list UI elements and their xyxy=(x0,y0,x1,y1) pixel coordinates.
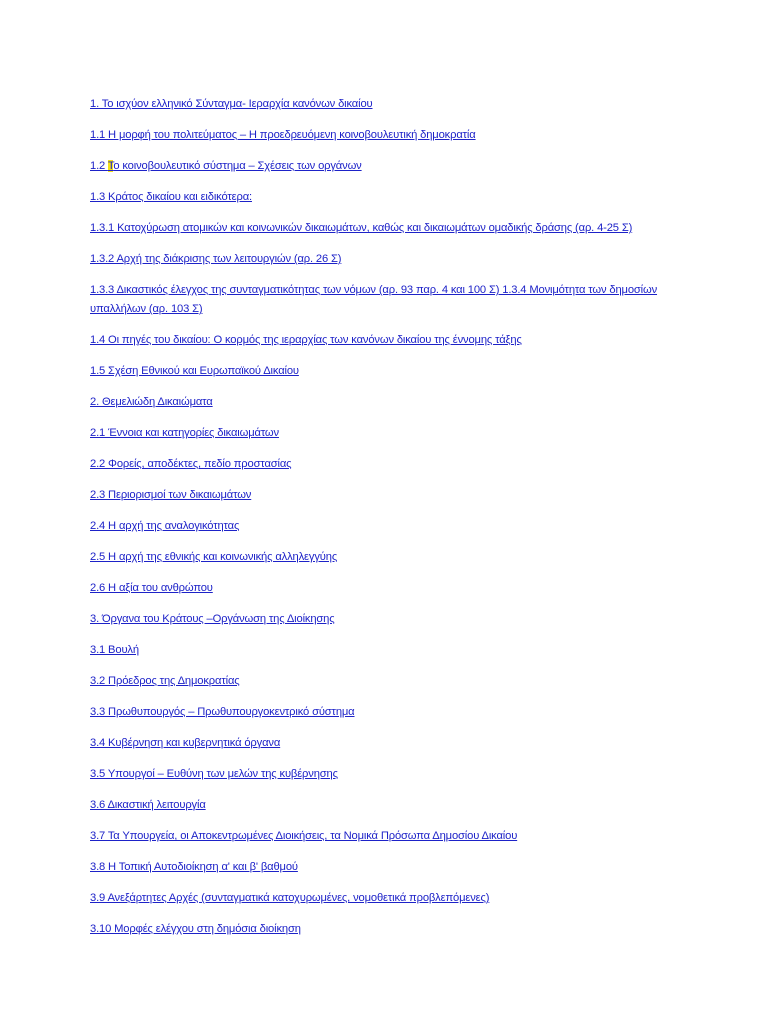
toc-link-3-1[interactable]: 3.1 Βουλή xyxy=(90,644,139,656)
toc-item-1-3 xyxy=(90,187,690,206)
toc-item-1-3-1 xyxy=(90,218,690,237)
toc-item-1-3-3 xyxy=(90,280,690,318)
toc-item-3-2 xyxy=(90,671,690,690)
toc-link-3-3[interactable]: 3.3 Πρωθυπουργός – Πρωθυπουργοκεντρικό σύστημα xyxy=(90,706,355,718)
toc-item-3-1 xyxy=(90,640,690,659)
toc-link-2-4[interactable]: 2.4 Η αρχή της αναλογικότητας xyxy=(90,520,240,532)
toc-item-2-2 xyxy=(90,454,690,473)
toc-link-3-8[interactable]: 3.8 Η Τοπική Αυτοδιοίκηση α' και β' βαθμού xyxy=(90,861,298,873)
toc-link-2-2[interactable]: 2.2 Φορείς, αποδέκτες, πεδίο προστασίας xyxy=(90,458,292,470)
toc-item-3-10 xyxy=(90,919,690,938)
toc-link-1-3[interactable]: 1.3 Κράτος δικαίου και ειδικότερα: xyxy=(90,191,252,203)
toc-link-3-7[interactable]: 3.7 Τα Υπουργεία, οι Αποκεντρωμένες Διοικήσεις, τα Νομικά Πρόσωπα Δημοσίου Δικαίου xyxy=(90,830,518,842)
toc-link-1-2-prefix: 1.2 xyxy=(90,160,108,172)
toc-item-2-6 xyxy=(90,578,690,597)
toc-item-1 xyxy=(90,94,690,113)
toc-item-2-5 xyxy=(90,547,690,566)
toc-item-3-9 xyxy=(90,888,690,907)
toc-item-1-1 xyxy=(90,125,690,144)
toc-link-1-2-rest: ο κοινοβουλευτικό σύστημα – Σχέσεις των οργάνων xyxy=(113,160,362,172)
highlighted-character: Τ xyxy=(107,160,114,172)
toc-link-2-3[interactable]: 2.3 Περιορισμοί των δικαιωμάτων xyxy=(90,489,252,501)
toc-link-1-3-1[interactable]: 1.3.1 Κατοχύρωση ατομικών και κοινωνικών δικαιωμάτων, καθώς και δικαιωμάτων ομαδικής δράσης (αρ. 4-25 Σ) xyxy=(90,222,633,234)
toc-item-3-7 xyxy=(90,826,690,845)
toc-link-3-2[interactable]: 3.2 Πρόεδρος της Δημοκρατίας xyxy=(90,675,240,687)
toc-item-1-5 xyxy=(90,361,690,380)
toc-link-2[interactable]: 2. Θεμελιώδη Δικαιώματα xyxy=(90,396,213,408)
toc-link-1-3-2[interactable]: 1.3.2 Αρχή της διάκρισης των λειτουργιών (αρ. 26 Σ) xyxy=(90,253,342,265)
toc-item-2 xyxy=(90,392,690,411)
toc-link-1-3-3[interactable]: 1.3.3 Δικαστικός έλεγχος της συνταγματικότητας των νόμων (αρ. 93 παρ. 4 και 100 Σ) 1.3.4 Μονιμότητα των δημοσίων υπαλλήλων (αρ. 103 Σ) xyxy=(90,284,658,315)
toc-link-1-5[interactable]: 1.5 Σχέση Εθνικού και Ευρωπαϊκού Δικαίου xyxy=(90,365,299,377)
toc-item-1-2 xyxy=(90,156,690,175)
toc-item-1-4 xyxy=(90,330,690,349)
toc-link-2-1[interactable]: 2.1 Έννοια και κατηγορίες δικαιωμάτων xyxy=(90,427,279,439)
toc-link-1[interactable]: 1. Το ισχύον ελληνικό Σύνταγμα- Ιεραρχία κανόνων δικαίου xyxy=(90,98,373,110)
toc-link-3-9[interactable]: 3.9 Ανεξάρτητες Αρχές (συνταγματικά κατοχυρωμένες, νομοθετικά προβλεπόμενες) xyxy=(90,892,490,904)
toc-link-2-6[interactable]: 2.6 Η αξία του ανθρώπου xyxy=(90,582,213,594)
toc-link-3[interactable]: 3. Όργανα του Κράτους –Οργάνωση της Διοίκησης xyxy=(90,613,335,625)
toc-item-3 xyxy=(90,609,690,628)
toc-link-3-4[interactable]: 3.4 Κυβέρνηση και κυβερνητικά όργανα xyxy=(90,737,281,749)
toc-item-2-3 xyxy=(90,485,690,504)
toc-item-3-3 xyxy=(90,702,690,721)
toc-link-1-1[interactable]: 1.1 Η μορφή του πολιτεύματος – Η προεδρευόμενη κοινοβουλευτική δημοκρατία xyxy=(90,129,476,141)
toc-item-2-4 xyxy=(90,516,690,535)
toc-item-3-8 xyxy=(90,857,690,876)
toc-link-1-2[interactable] xyxy=(90,160,362,172)
table-of-contents xyxy=(90,94,690,950)
toc-item-1-3-2 xyxy=(90,249,690,268)
toc-item-3-5 xyxy=(90,764,690,783)
toc-item-3-4 xyxy=(90,733,690,752)
toc-link-1-4[interactable]: 1.4 Οι πηγές του δικαίου: Ο κορμός της ιεραρχίας των κανόνων δικαίου της έννομης τάξης xyxy=(90,334,522,346)
toc-link-3-10[interactable]: 3.10 Μορφές ελέγχου στη δημόσια διοίκηση xyxy=(90,923,301,935)
toc-item-3-6 xyxy=(90,795,690,814)
toc-link-3-5[interactable]: 3.5 Υπουργοί – Ευθύνη των μελών της κυβέρνησης xyxy=(90,768,338,780)
toc-link-2-5[interactable]: 2.5 Η αρχή της εθνικής και κοινωνικής αλληλεγγύης xyxy=(90,551,338,563)
toc-link-3-6[interactable]: 3.6 Δικαστική λειτουργία xyxy=(90,799,206,811)
toc-item-2-1 xyxy=(90,423,690,442)
